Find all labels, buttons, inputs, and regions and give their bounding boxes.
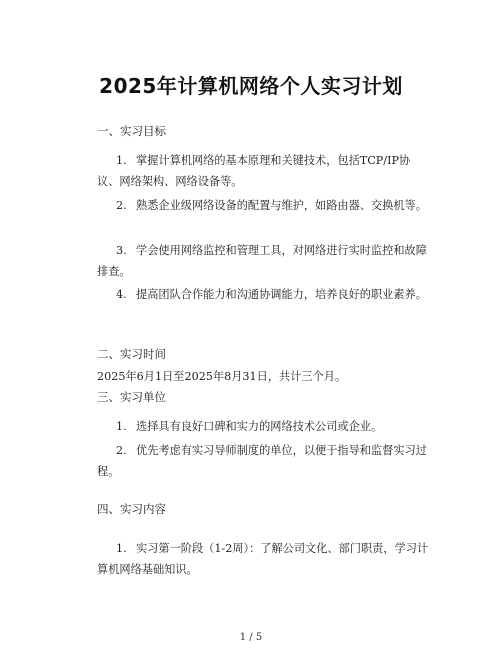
list-item-number: 1.: [116, 420, 127, 433]
list-item-number: 4.: [116, 288, 127, 301]
section-heading-content: 四、实习内容: [97, 502, 166, 516]
list-item: [97, 195, 432, 216]
list-item: [97, 440, 432, 482]
list-item-number: 2.: [116, 444, 127, 457]
internship-period-text: 2025年6月1日至2025年8月31日，共计三个月。: [97, 370, 347, 383]
list-item: [97, 416, 432, 437]
list-item-number: 2.: [116, 199, 127, 212]
section-heading-unit: 三、实习单位: [97, 390, 166, 404]
page-number: 1 / 5: [239, 632, 263, 643]
document-title: 2025年计算机网络个人实习计划: [99, 74, 403, 98]
list-item-number: 3.: [116, 244, 127, 257]
list-item-text: 熟悉企业级网络设备的配置与维护，如路由器、交换机等。: [136, 199, 427, 212]
list-item: [97, 240, 432, 282]
list-item-number: 1.: [116, 542, 127, 555]
list-item-text: 选择具有良好口碑和实力的网络技术公司或企业。: [136, 420, 383, 433]
list-item-text: 掌握计算机网络的基本原理和关键技术，包括TCP/IP协议、网络架构、网络设备等。: [97, 154, 411, 188]
list-item-text: 实习第一阶段（1-2周）：了解公司文化、部门职责，学习计算机网络基础知识。: [97, 542, 429, 576]
section-heading-goals: 一、实习目标: [97, 124, 166, 138]
list-item-text: 学会使用网络监控和管理工具，对网络进行实时监控和故障排查。: [97, 244, 427, 278]
list-item: [97, 150, 432, 192]
list-item-text: 提高团队合作能力和沟通协调能力，培养良好的职业素养。: [136, 288, 427, 301]
list-item-number: 1.: [116, 154, 127, 167]
section-heading-time: 二、实习时间: [97, 347, 166, 361]
list-item-text: 优先考虑有实习导师制度的单位，以便于指导和监督实习过程。: [97, 444, 427, 478]
list-item: [97, 538, 432, 580]
list-item: [97, 284, 432, 305]
